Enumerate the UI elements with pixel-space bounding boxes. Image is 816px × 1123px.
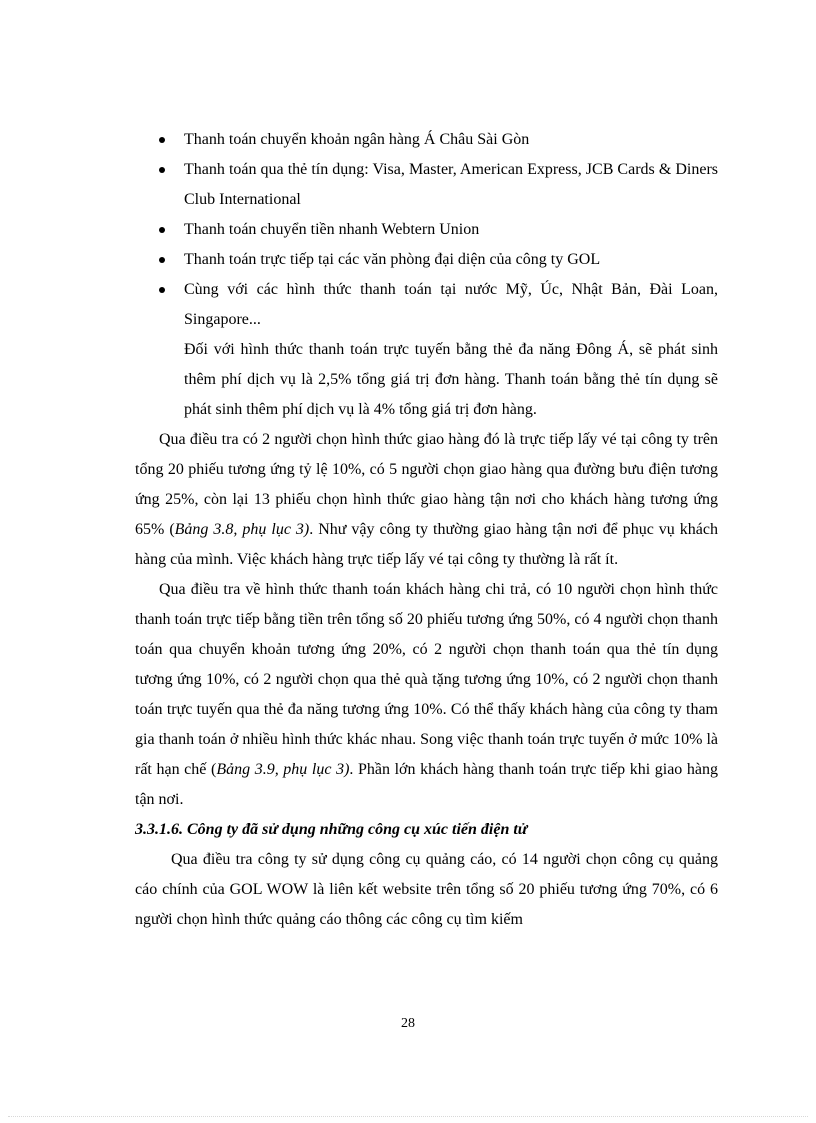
page-number: 28 (401, 1016, 415, 1031)
bullet-icon (159, 167, 165, 173)
footer-divider (8, 1116, 808, 1117)
paragraph-text: . Như vậy công ty thường giao hàng tận nơi để phục vụ khách hàng của mình. Việc khách hàng trực tiếp lấy vé tại công ty thường là rất ít. (135, 521, 718, 568)
list-item-text: Cùng với các hình thức thanh toán tại nước Mỹ, Úc, Nhật Bản, Đài Loan, Singapore... (184, 281, 718, 328)
list-item (135, 275, 718, 335)
bullet-icon (159, 287, 165, 293)
promotion-survey-paragraph: Qua điều tra công ty sử dụng công cụ quảng cáo, có 14 người chọn công cụ quảng cáo chính của GOL WOW là liên kết website trên tổng số 20 phiếu tương ứng 70%, có 6 người chọn hình thức quảng cáo thông các công cụ tìm kiếm (135, 851, 718, 928)
list-item-text: Thanh toán chuyển khoản ngân hàng Á Châu Sài Gòn (184, 131, 530, 148)
list-item (135, 245, 718, 275)
list-item (135, 125, 718, 155)
page-content (135, 125, 718, 935)
paragraph-text: . Phần lớn khách hàng thanh toán trực tiếp khi giao hàng tận nơi. (135, 761, 718, 808)
payment-methods-list (135, 125, 718, 335)
list-item (135, 155, 718, 215)
paragraph-text: Qua điều tra có 2 người chọn hình thức giao hàng đó là trực tiếp lấy vé tại công ty trên tổng 20 phiếu tương ứng tỷ lệ 10%, có 5 người chọn giao hàng qua đường bưu điện tương ứng 25%, còn lại 13 phiếu chọn hình thức giao hàng tận nơi cho khách hàng tương ứng 65% ( (135, 431, 718, 538)
bullet-icon (159, 137, 165, 143)
list-item-text: Thanh toán trực tiếp tại các văn phòng đại diện của công ty GOL (184, 251, 601, 268)
delivery-survey-paragraph (135, 425, 718, 575)
paragraph-text: Qua điều tra về hình thức thanh toán khách hàng chi trả, có 10 người chọn hình thức thanh toán trực tiếp bằng tiền trên tổng số 20 phiếu tương ứng 50%, có 4 người chọn thanh toán qua chuyển khoản tương ứng 20%, có 2 người chọn thanh toán qua thẻ tín dụng tương ứng 10%, có 2 người chọn qua thẻ quà tặng tương ứng 10%, có 2 người chọn thanh toán trực tuyến qua thẻ đa năng tương ứng 10%. Có thể thấy khách hàng của công ty tham gia thanh toán ở nhiều hình thức khác nhau. Song việc thanh toán trực tuyến ở mức 10% là rất hạn chế ( (135, 581, 718, 778)
list-item (135, 215, 718, 245)
list-item-text: Thanh toán chuyển tiền nhanh Webtern Union (184, 221, 480, 238)
table-reference: Bảng 3.8, phụ lục 3) (174, 521, 310, 538)
payment-survey-paragraph (135, 575, 718, 815)
bullet-icon (159, 257, 165, 263)
bullet-icon (159, 227, 165, 233)
payment-fee-note: Đối với hình thức thanh toán trực tuyến bằng thẻ đa năng Đông Á, sẽ phát sinh thêm phí dịch vụ là 2,5% tổng giá trị đơn hàng. Thanh toán bằng thẻ tín dụng sẽ phát sinh thêm phí dịch vụ là 4% tổng giá trị đơn hàng. (184, 341, 718, 418)
table-reference: Bảng 3.9, phụ lục 3) (216, 761, 350, 778)
section-heading: 3.3.1.6. Công ty đã sử dụng những công cụ xúc tiến điện tử (135, 821, 528, 838)
list-item-text: Thanh toán qua thẻ tín dụng: Visa, Master, American Express, JCB Cards & Diners Club International (184, 161, 718, 208)
